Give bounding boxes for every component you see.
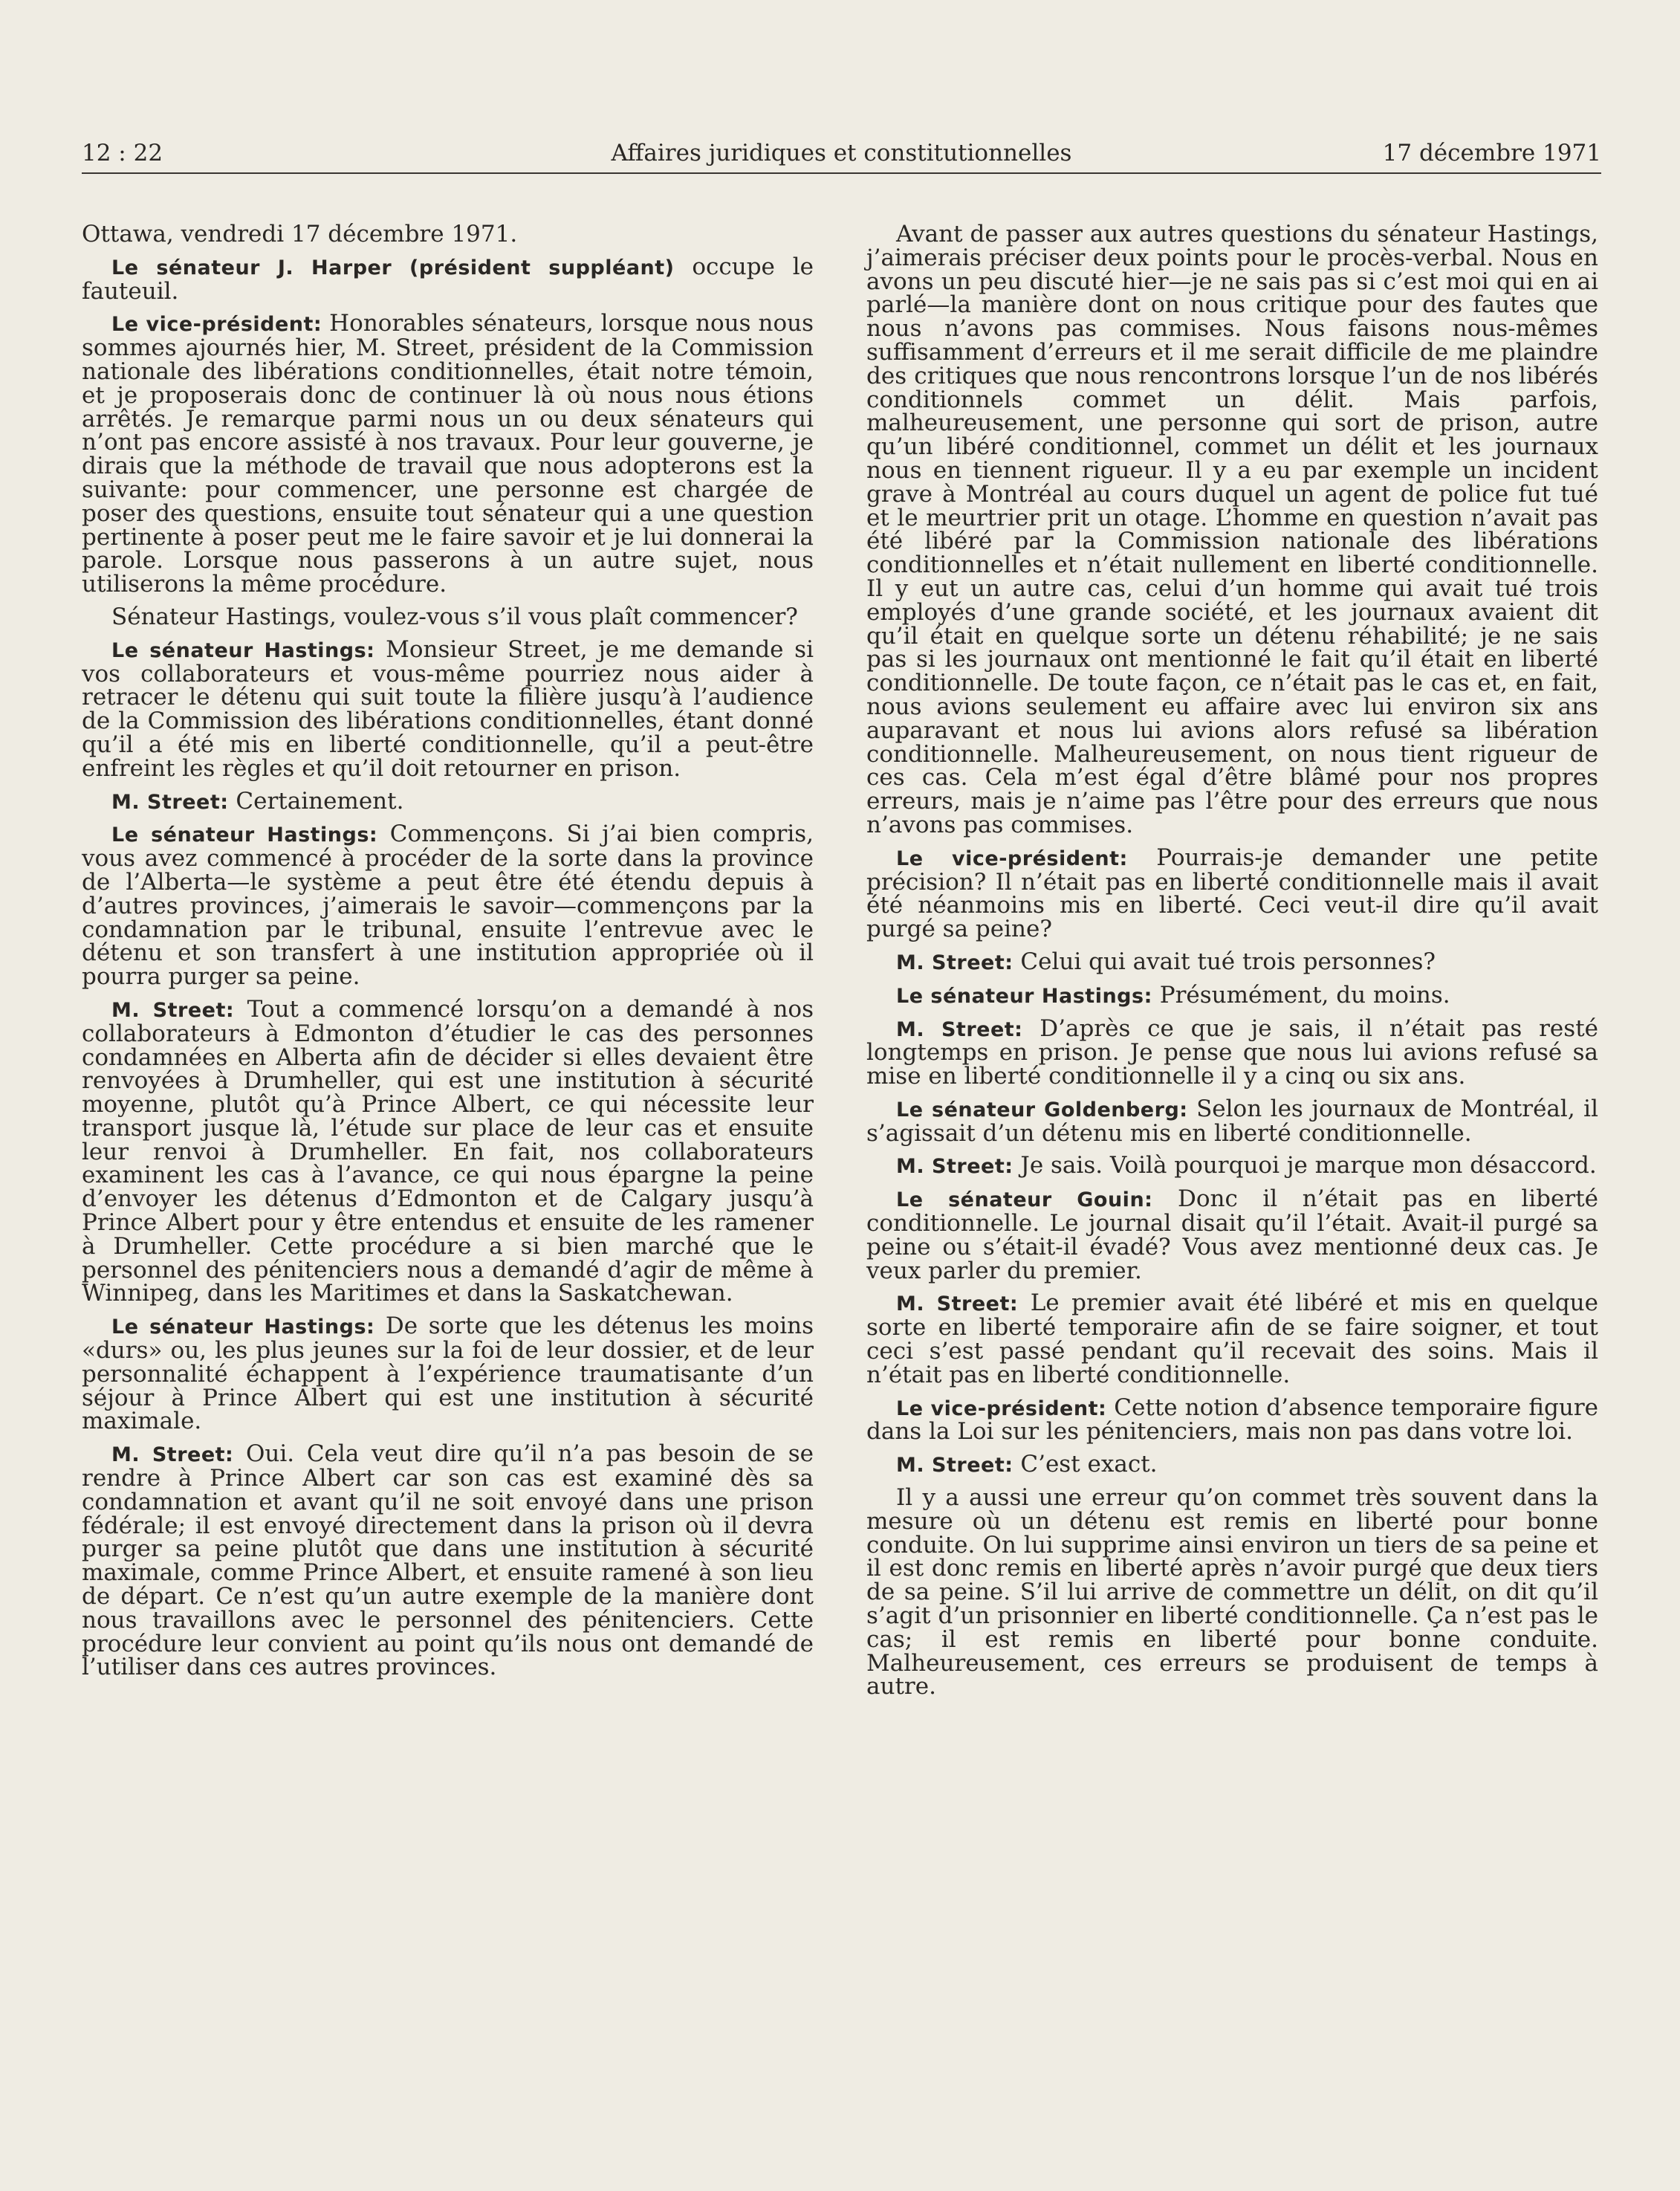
speaker-name: M. Street: [111,998,235,1022]
speaker-name: M. Street: [111,790,229,814]
page-number: 12 : 22 [82,140,163,166]
paragraph [866,1154,1598,1179]
paragraph [866,1486,1598,1699]
paragraph-text: Il y a aussi une erreur qu’on commet très souvent dans la mesure où un détenu est remis en liberté pour bonne conduite. On lui supprime ainsi environ un tiers de sa peine et il est donc remis en liberté après n’avoir purgé que deux tiers de sa peine. S’il lui arrive de commettre un délit, on dit qu’il s’agit d’un prisonnier en liberté conditionnelle. Ça n’est pas le cas; il est remis en liberté pour bonne conduite. Malheureusement, ces erreurs se produisent de temps à autre. [866,1484,1598,1700]
paragraph [866,1394,1598,1446]
paragraph [82,823,814,989]
speaker-name: M. Street: [896,1017,1023,1041]
paragraph-text: occupe le fauteuil. [82,253,814,305]
paragraph-text: Selon les journaux de Montréal, il s’agissait d’un détenu mis en liberté conditionnelle. [866,1095,1598,1147]
paragraph-text: Celui qui avait tué trois personnes? [1013,948,1436,975]
speaker-name: Le vice-président: [111,313,322,337]
header-date: 17 décembre 1971 [1382,140,1601,166]
paragraph [82,995,814,1307]
speaker-name: Le sénateur J. Harper (président suppléant) [111,256,675,279]
paragraph-text: Présumément, du moins. [1152,981,1450,1009]
paragraph [82,223,814,247]
paragraph-text: Oui. Cela veut dire qu’il n’a pas besoin de se rendre à Prince Albert car son cas est examiné dès sa condamnation et avant qu’il ne soit envoyé dans une prison fédérale; il est envoyé directement dans la prison où il devra purger sa peine plutôt que dans une institution à sécurité maximale, comme Prince Albert, et ensuite ramené à son lieu de départ. Ce n’est qu’un autre exemple de la manière dont nous travaillons avec le personnel des pénitenciers. Cette procédure leur convient au point qu’ils nous ont demandé de l’utiliser dans ces autres provinces. [82,1440,814,1681]
paragraph-text: Avant de passer aux autres questions du sénateur Hastings, j’aimerais préciser deux points pour le procès-verbal. Nous en avons un peu discuté hier—je ne sais pas si c’est moi qui en ai parlé—la manière dont on nous critique pour des fautes que nous n’avons pas commises. Nous faisons nous-mêmes suffisamment d’erreurs et il me serait difficile de me plaindre des critiques que nous rencontrons lorsque l’un de nos libérés conditionnels commet un délit. Mais parfois, malheureusement, une personne qui sort de prison, autre qu’un libéré conditionnel, commet un délit et les journaux nous en tiennent rigueur. Il y a eu par exemple un incident grave à Montréal au cours duquel un agent de police fut tué et le meurtrier prit un otage. L’homme en question n’avait pas été libéré par la Commission nationale des libérations conditionnelles et n’était nullement en liberté conditionnelle. Il y eut un autre cas, celui d’un homme qui avait tué trois employés d’une grande société, et les journaux avaient dit qu’il était en quelque sorte un détenu réhabilité; je ne sais pas si les journaux ont mentionné le fait qu’il était en liberté conditionnelle. De toute façon, ce n’était pas le cas et, en fait, nous avions seulement eu affaire avec lui environ six ans auparavant et nous lui avions alors refusé sa libération conditionnelle. Malheureusement, on nous tient rigueur de ces cas. Cela m’est égal d’être blâmé pour nos propres erreurs, mais je n’aime pas l’être pour des erreurs que nous n’avons pas commises. [866,221,1598,838]
speaker-name: M. Street: [896,951,1013,974]
header-rule [82,172,1601,174]
paragraph [82,1440,814,1681]
speaker-name: M. Street: [896,1292,1019,1316]
speaker-name: M. Street: [111,1443,234,1467]
paragraph-text: C’est exact. [1013,1451,1158,1478]
paragraph-text: D’après ce que je sais, il n’était pas resté longtemps en prison. Je pense que nous lui avions refusé sa mise en liberté conditionnelle il y a cinq ou six ans. [866,1014,1598,1090]
speaker-name: Le vice-président: [896,847,1128,870]
speaker-name: Le sénateur Goldenberg: [896,1098,1188,1122]
paragraph [866,1014,1598,1090]
speaker-name: M. Street: [896,1155,1013,1179]
right-column [866,223,1598,1708]
speaker-name: Le sénateur Hastings: [111,823,378,847]
paragraph-text: Le premier avait été libéré et mis en quelque sorte en liberté temporaire afin de se faire soigner, et tout ceci s’est passé pendant qu’il recevait des soins. Mais il n’était pas en liberté conditionnelle. [866,1289,1598,1388]
speaker-name: Le sénateur Hastings: [111,1315,375,1339]
paragraph [866,981,1598,1009]
paragraph-text: Sénateur Hastings, voulez-vous s’il vous plaît commencer? [111,603,798,630]
speaker-name: Le sénateur Hastings: [111,638,375,662]
paragraph-text: Je sais. Voilà pourquoi je marque mon désaccord. [1013,1152,1597,1179]
speaker-name: Le sénateur Gouin: [896,1188,1153,1212]
paragraph [866,223,1598,838]
speaker-name: Le sénateur Hastings: [896,984,1152,1008]
paragraph-text: Certainement. [228,787,404,815]
paragraph-text: Ottawa, vendredi 17 décembre 1971. [82,221,518,247]
speaker-name: M. Street: [896,1454,1013,1478]
paragraph [866,844,1598,943]
speaker-name: Le vice-président: [896,1397,1107,1420]
paragraph-text: Honorables sénateurs, lorsque nous nous sommes ajournés hier, M. Street, président de la Commission nationale des libérations conditionnelles, était notre témoin, et je proposerais donc de continuer là où nous nous étions arrêtés. Je remarque parmi nous un ou deux sénateurs qui n’ont pas encore assisté à nos travaux. Pour leur gouverne, je dirais que la méthode de travail que nous adopterons est la suivante: pour commencer, une personne est chargée de poser des questions, ensuite tout sénateur qui a une question pertinente à poser peut me le faire savoir et je lui donnerai la parole. Lorsque nous passerons à un autre sujet, nous utiliserons la même procédure. [82,310,814,598]
paragraph [866,1185,1598,1284]
left-column [82,223,814,1689]
paragraph [866,1453,1598,1478]
running-title: Affaires juridiques et constitutionnelles [611,140,1072,166]
paragraph [866,948,1598,975]
paragraph-text: Monsieur Street, je me demande si vos collaborateurs et vous-même pourriez nous aider à retracer le détenu qui suit toute la filière jusqu’à l’audience de la Commission des libérations conditionnelles, étant donné qu’il a été mis en liberté conditionnelle, qu’il a peut-être enfreint les règles et qu’il doit retourner en prison. [82,635,814,782]
paragraph [866,1095,1598,1147]
paragraph-text: Pourrais-je demander une petite précision? Il n’était pas en liberté conditionnelle mais il avait été néanmoins mis en liberté. Ceci veut-il dire qu’il avait purgé sa peine? [866,844,1598,943]
paragraph-text: Tout a commencé lorsqu’on a demandé à nos collaborateurs à Edmonton d’étudier le cas des personnes condamnées en Alberta afin de décider si elles devaient être renvoyées à Drumheller, qui est une institution à sécurité moyenne, plutôt qu’à Prince Albert, ce qui nécessite leur transport jusque là, l’étude sur place de leur cas et ensuite leur renvoi à Drumheller. En fait, nos collaborateurs examinent les cas à l’avance, ce qui nous épargne la peine d’envoyer les détenus d’Edmonton et de Calgary jusqu’à Prince Albert pour y être entendus et ensuite de les ramener à Drumheller. Cette procédure a si bien marché que le personnel des pénitenciers nous a demandé d’agir de même à Winnipeg, dans les Maritimes et dans la Saskatchewan. [82,995,814,1307]
paragraph [82,253,814,305]
paragraph-text: Commençons. Si j’ai bien compris, vous avez commencé à procéder de la sorte dans la province de l’Alberta—le système a peut être été étendu depuis à d’autres provinces, j’aimerais le savoir—commençons par la condamnation par le tribunal, ensuite l’entrevue avec le détenu et son transfert à une institution appropriée où il pourra purger sa peine. [82,821,814,991]
paragraph [82,312,814,597]
paragraph [82,603,814,630]
paragraph-text: Cette notion d’absence temporaire figure dans la Loi sur les pénitenciers, mais non pas dans votre loi. [866,1394,1598,1446]
paragraph [82,787,814,815]
running-header [82,140,1601,172]
paragraph-text: Donc il n’était pas en liberté conditionnelle. Le journal disait qu’il l’était. Avait-il purgé sa peine ou s’était-il évadé? Vous avez mentionné deux cas. Je veux parler du premier. [866,1185,1598,1284]
paragraph [82,1315,814,1434]
paragraph-text: De sorte que les détenus les moins «durs» ou, les plus jeunes sur la foi de leur dossier, et de leur personnalité échappent à l’expérience traumatisante d’un séjour à Prince Albert qui est une institution à sécurité maximale. [82,1313,814,1435]
paragraph [82,635,814,782]
paragraph [866,1289,1598,1388]
